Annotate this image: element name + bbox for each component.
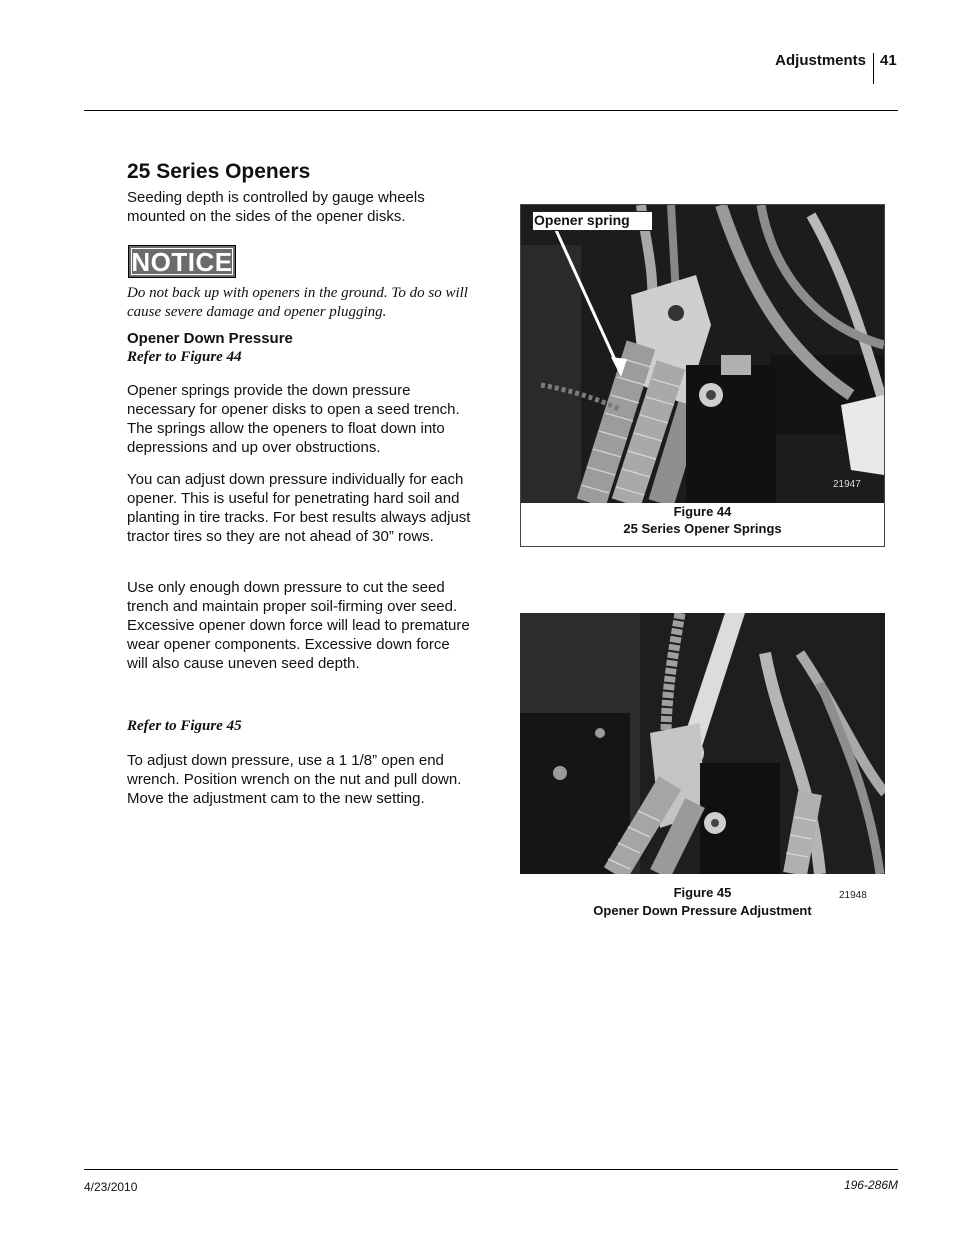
figure-44-number: Figure 44 [673, 504, 732, 519]
figure-45-photo [520, 613, 885, 874]
header-section-title: Adjustments [775, 52, 866, 69]
figure-44-photo [521, 205, 884, 503]
intro-paragraph: Seeding depth is controlled by gauge wheels mounted on the sides of the opener disks. [127, 189, 425, 225]
figure-44-title: 25 Series Opener Springs [623, 521, 782, 536]
header-separator [873, 53, 874, 84]
subheading-down-pressure: Opener Down Pressure [127, 330, 293, 347]
paragraph-enough-pressure: Use only enough down pressure to cut the seed trench and maintain proper soil-firming over seed. Excessive opener down force will lead to premature wear opener components. Excessive down force will also cause uneven seed depth. [127, 579, 470, 672]
figure-45-title: Opener Down Pressure Adjustment [593, 903, 812, 918]
header-rule [84, 110, 898, 111]
paragraph-wrench: To adjust down pressure, use a 1 1/8” open end wrench. Position wrench on the nut and pull down. Move the adjustment cam to the new setting. [127, 752, 462, 807]
ref-figure-45: Refer to Figure 45 [127, 718, 242, 734]
footer-doc-number: 196-286M [843, 1178, 898, 1192]
ref-figure-44: Refer to Figure 44 [127, 349, 242, 365]
page-number: 41 [880, 52, 897, 69]
opener-spring-callout: Opener spring [532, 211, 653, 231]
notice-badge: NOTICE [128, 245, 236, 278]
footer-date: 4/23/2010 [84, 1180, 138, 1194]
section-heading: 25 Series Openers [127, 160, 311, 183]
figure-44 [520, 204, 885, 547]
figure-45-photo-id: 21948 [839, 890, 867, 901]
paragraph-springs: Opener springs provide the down pressure necessary for opener disks to open a seed trench. The springs allow the openers to float down into depressions and up over obstructions. [127, 382, 460, 456]
notice-text: Do not back up with openers in the ground. To do so will cause severe damage and opener plugging. [127, 285, 468, 320]
figure-45-number: Figure 45 [673, 885, 732, 900]
figure-44-caption [521, 503, 884, 546]
paragraph-adjust-individually: You can adjust down pressure individually for each opener. This is useful for penetrating hard soil and planting in tire tracks. For best results always adjust tractor tires so they are not ahead of 30” rows. [127, 471, 471, 545]
figure-44-photo-id: 21947 [833, 479, 861, 490]
footer-rule [84, 1169, 898, 1170]
